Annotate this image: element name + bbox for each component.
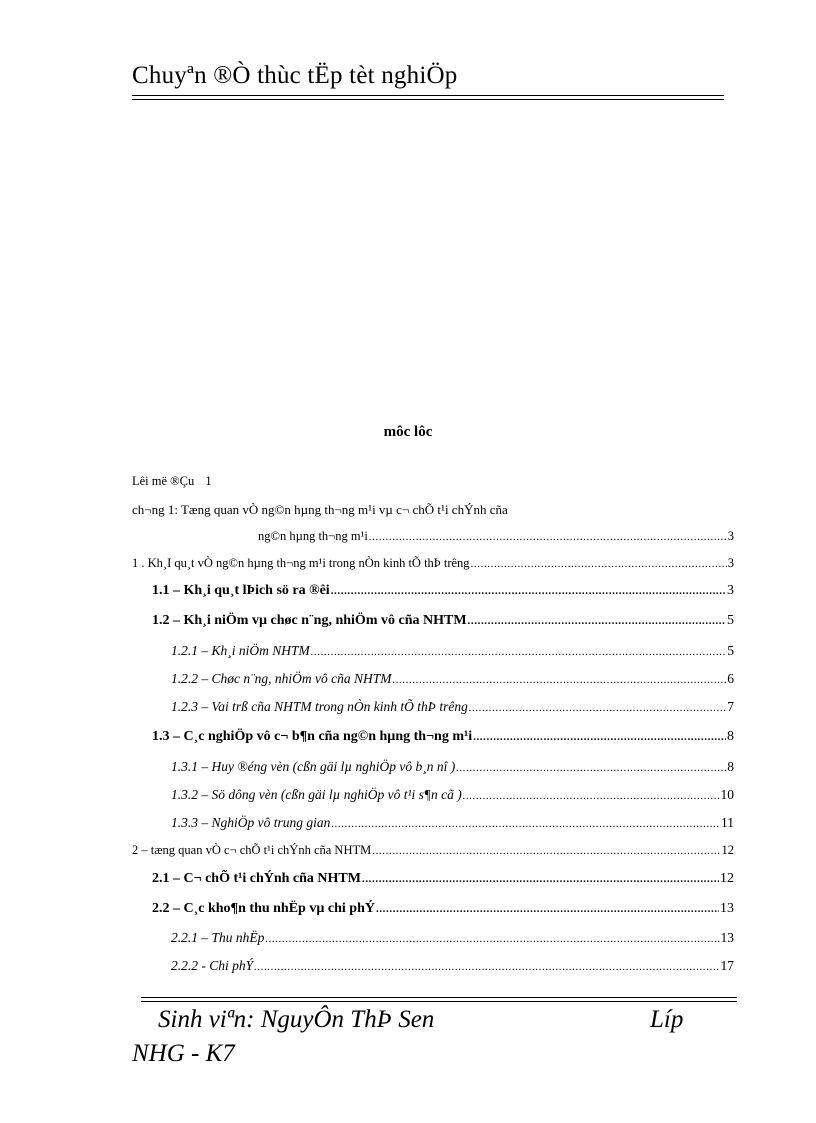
toc-chapter1-line1: ch¬ng 1: Tæng quan vÒ ng©n hµng th¬ng m¹i vµ c¬ chÕ t¹i chÝnh cña	[132, 502, 508, 517]
toc-entry	[171, 643, 734, 661]
toc-entry-page: 8	[727, 729, 734, 744]
toc-entry-page: 12	[720, 871, 734, 886]
leader-dots	[468, 615, 726, 627]
footer-class-label: Líp	[650, 1006, 684, 1033]
toc-entry-label: 1.1 – Kh¸i qu¸t lÞich sö ra ®êi	[152, 583, 330, 598]
toc-entry-label: 2.1 – C¬ chÕ t¹i chÝnh cña NHTM	[152, 871, 361, 886]
toc-entry-page: 13	[720, 901, 734, 916]
toc-entry-page: 12	[721, 843, 734, 857]
toc-entry	[171, 815, 734, 833]
leader-dots	[362, 873, 719, 885]
page-header-title: Chuyªn ®Ò thùc tËp tèt nghiÖp	[132, 62, 458, 89]
footer-double-rule	[141, 997, 737, 1002]
leader-dots	[456, 762, 726, 774]
toc-entry-page: 13	[720, 930, 734, 945]
leader-dots	[311, 646, 726, 658]
toc-entry-label: 1.2.1 – Kh¸i niÖm NHTM	[171, 643, 310, 658]
toc-entry-page: 5	[727, 643, 734, 658]
leader-dots	[372, 845, 720, 857]
toc-entry-label: 2.2.2 - Chi phÝ	[171, 958, 254, 973]
toc-entry	[171, 958, 734, 976]
leader-dots	[471, 558, 727, 570]
toc-entry-label: 2.2 – C¸c kho¶n thu nhËp vµ chi phÝ	[152, 901, 375, 916]
toc-intro-label: Lêi më ®Çu	[132, 474, 195, 488]
toc-entry-label: 2.2.1 – Thu nhËp	[171, 930, 265, 945]
toc-entry	[132, 843, 734, 861]
leader-dots	[331, 818, 720, 830]
header-double-rule	[132, 95, 724, 100]
leader-dots	[392, 674, 726, 686]
toc-entry-label: 1.3.1 – Huy ®éng vèn (cßn gäi lµ nghiÖp vô b¸n nî )	[171, 759, 456, 774]
toc-entry	[171, 699, 734, 717]
toc-entry-label: 2 – tæng quan vÒ c¬ chÕ t¹i chÝnh cña NHTM	[132, 843, 372, 857]
toc-chapter1-line2-label: ng©n hµng th¬ng m¹i	[258, 529, 368, 543]
toc-entry-page: 5	[727, 613, 734, 628]
toc-chapter1-page: 3	[727, 529, 734, 543]
toc-entry	[132, 556, 734, 574]
toc-entry-page: 3	[727, 583, 734, 598]
toc-entry-page: 3	[727, 556, 734, 570]
toc-entry-page: 17	[720, 958, 734, 973]
toc-entry-label: 1.3 – C¸c nghiÖp vô c¬ b¶n cña ng©n hµng th¬ng m¹i	[152, 729, 473, 744]
leader-dots	[254, 961, 719, 973]
toc-entry-label: 1 . Kh¸I qu¸t vÒ ng©n hµng th¬ng m¹i trong nÒn kinh tÕ thÞ trêng	[132, 556, 470, 570]
toc-entry-page: 10	[720, 787, 734, 802]
leader-dots	[463, 790, 720, 802]
toc-entry-label: 1.2.3 – Vai trß cña NHTM trong nÒn kinh tÕ thÞ trêng	[171, 699, 468, 714]
leader-dots	[265, 933, 719, 945]
footer-class-value: NHG - K7	[132, 1040, 235, 1067]
leader-dots	[473, 731, 726, 743]
leader-dots	[369, 531, 727, 543]
toc-entry-label: 1.2 – Kh¸i niÖm vµ chøc n¨ng, nhiÖm vô cña NHTM	[152, 613, 467, 628]
toc-entry-label: 1.2.2 – Chøc n¨ng, nhiÖm vô cña NHTM	[171, 671, 392, 686]
toc-entry-page: 7	[727, 699, 734, 714]
toc-entry-label: 1.3.3 – NghiÖp vô trung gian	[171, 815, 331, 830]
leader-dots	[331, 585, 726, 597]
toc-entry	[171, 930, 734, 948]
toc-entry	[171, 671, 734, 689]
footer-student: Sinh viªn: NguyÔn ThÞ Sen	[158, 1006, 435, 1033]
toc-entry	[171, 759, 734, 777]
toc-chapter1-line2	[258, 529, 734, 547]
toc-entry-page: 6	[727, 671, 734, 686]
toc-entry	[152, 871, 734, 889]
toc-entry	[152, 583, 734, 601]
toc-entry	[171, 787, 734, 805]
leader-dots	[469, 702, 726, 714]
toc-entry-page: 11	[721, 815, 734, 830]
toc-intro	[132, 474, 212, 489]
toc-entry-label: 1.3.2 – Sö dông vèn (cßn gäi lµ nghiÖp vô t¹i s¶n cã )	[171, 787, 462, 802]
toc-entry	[152, 901, 734, 919]
toc-intro-page: 1	[205, 474, 212, 488]
leader-dots	[376, 903, 719, 915]
toc-title: môc lôc	[383, 424, 433, 440]
toc-entry	[152, 729, 734, 747]
toc-entry	[152, 613, 734, 631]
toc-entry-page: 8	[727, 759, 734, 774]
